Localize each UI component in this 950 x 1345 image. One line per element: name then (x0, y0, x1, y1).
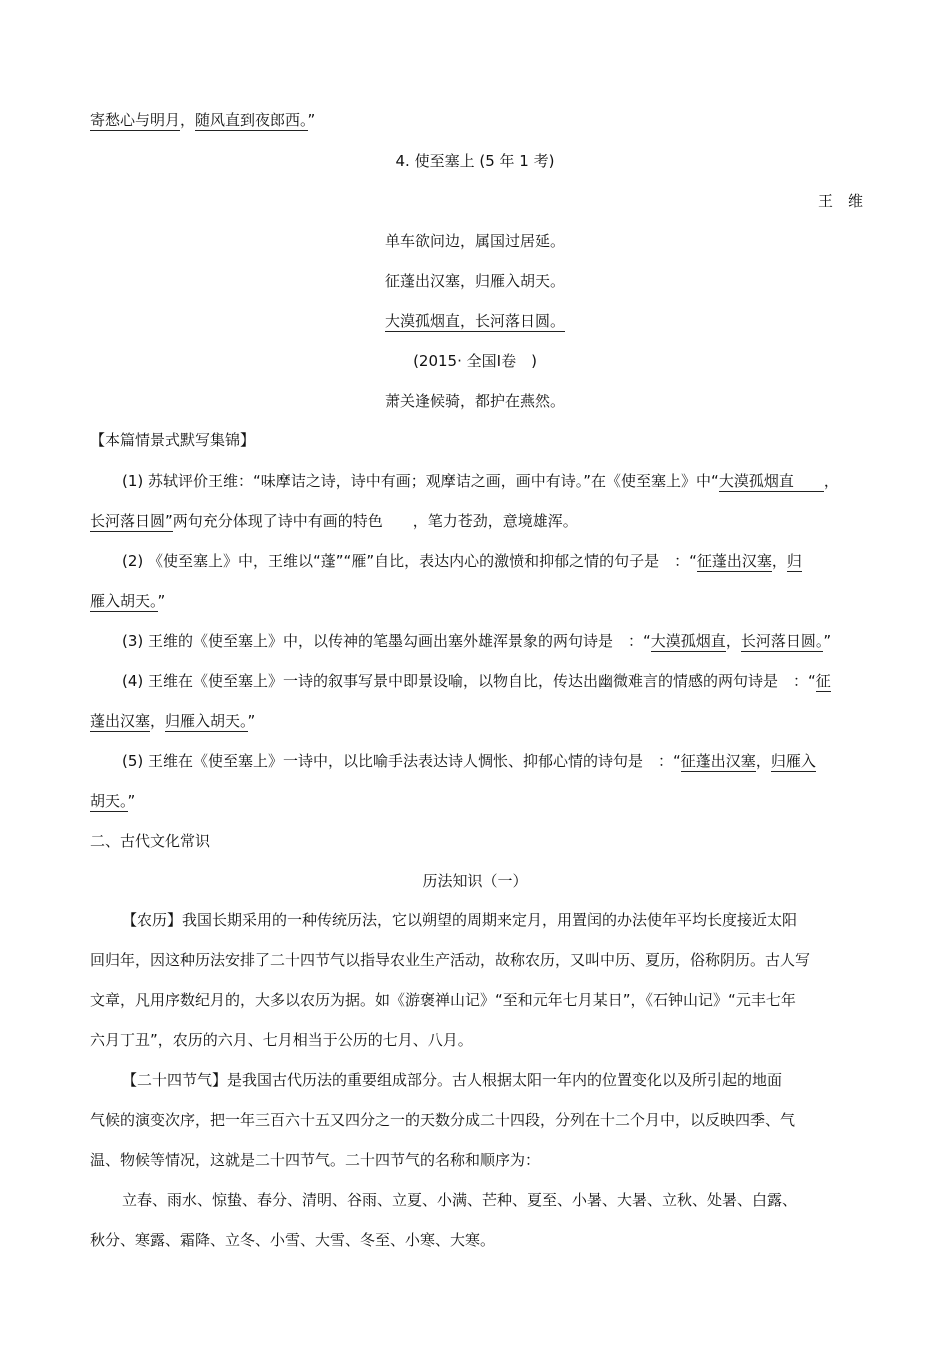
question-2: (2) 《使至塞上》中，王维以“蓬”“雁”自比，表达内心的激愤和抑郁之情的句子是 ：“征蓬出汉塞，归 (122, 552, 802, 570)
solar-terms-line: 立春、雨水、惊蛰、春分、清明、谷雨、立夏、小满、芒种、夏至、小暑、大暑、立秋、处暑、白露、 (122, 1191, 798, 1209)
paragraph-line: 六月丁丑”，农历的六月、七月相当于公历的七月、八月。 (90, 1031, 473, 1049)
answer-blank: 长河落日圆” (90, 512, 173, 530)
answer-blank: 大漠孤烟直 (718, 472, 824, 490)
poem-line: 单车欲问边，属国过居延。 (384, 232, 565, 250)
paragraph-line: 温、物候等情况，这就是二十四节气。二十四节气的名称和顺序为： (90, 1151, 541, 1169)
answer-blank: 归 (786, 552, 802, 570)
poem-source: (2015· 全国Ⅰ卷 ) (413, 352, 537, 370)
question-5: (5) 王维在《使至塞上》一诗中，以比喻手法表达诗人惆怅、抑郁心情的诗句是 ：“征蓬出汉塞，归雁入 (122, 752, 816, 770)
poem-line: 大漠孤烟直，长河落日圆。 (384, 312, 565, 330)
question-2-cont: 雁入胡天。” (90, 592, 166, 610)
paragraph-line: 回归年，因这种历法安排了二十四节气以指导农业生产活动，故称农历，又叫中历、夏历，俗称阴历。古人写 (90, 951, 811, 969)
poem-line: 萧关逢候骑，都护在燕然。 (384, 392, 565, 410)
poem-heading: 4. 使至塞上 (5 年 1 考) (395, 152, 555, 170)
solar-terms-line: 秋分、寒露、霜降、立冬、小雪、大雪、冬至、小寒、大寒。 (90, 1231, 496, 1249)
answer-blank: 征蓬出汉塞 (696, 552, 772, 570)
answer-blank: 寄愁心与明月 (90, 111, 181, 129)
poem-author: 王 维 (818, 192, 864, 210)
poem-line: 征蓬出汉塞，归雁入胡天。 (384, 272, 565, 290)
answer-blank: 雁入胡天。 (90, 592, 158, 610)
paragraph-line: 文章，凡用序数纪月的，大多以农历为据。如《游褒禅山记》“至和元年七月某日”，《石钟山记》“元丰七年 (90, 991, 796, 1009)
calendar-title: 历法知识（一） (422, 872, 528, 890)
paragraph-line: 【二十四节气】是我国古代历法的重要组成部分。古人根据太阳一年内的位置变化以及所引起的地面 (122, 1071, 783, 1089)
answer-blank: 征蓬出汉塞 (680, 752, 756, 770)
answer-blank: 胡天。 (90, 792, 128, 810)
section-heading: 【本篇情景式默写集锦】 (90, 431, 256, 449)
answer-blank: 归雁入 (770, 752, 816, 770)
question-1: (1) 苏轼评价王维：“味摩诘之诗，诗中有画；观摩诘之画，画中有诗。”在《使至塞上》中“大漠孤烟直 ， (122, 472, 839, 490)
paragraph-line: 【农历】我国长期采用的一种传统历法，它以朔望的周期来定月，用置闰的办法使年平均长度接近太阳 (122, 911, 798, 929)
question-4: (4) 王维在《使至塞上》一诗的叙事写景中即景设喻，以物自比，传达出幽微难言的情感的两句诗是 ：“征 (122, 672, 831, 690)
section-two-heading: 二、古代文化常识 (90, 832, 211, 850)
question-3: (3) 王维的《使至塞上》中，以传神的笔墨勾画出塞外雄浑景象的两句诗是 ：“大漠孤烟直，长河落日圆。” (122, 632, 832, 650)
answer-blank: 征 (815, 672, 831, 690)
question-1-cont: 长河落日圆”两句充分体现了诗中有画的特色 ，笔力苍劲，意境雄浑。 (90, 512, 578, 530)
question-5-cont: 胡天。” (90, 792, 136, 810)
answer-blank: 大漠孤烟直 (650, 632, 726, 650)
question-4-cont: 蓬出汉塞，归雁入胡天。” (90, 712, 256, 730)
answer-blank: 长河落日圆。 (740, 632, 824, 650)
answer-blank: 随风直到夜郎西。 (195, 111, 308, 129)
answer-blank: 归雁入胡天。 (165, 712, 248, 730)
answer-blank: 蓬出汉塞 (90, 712, 151, 730)
paragraph-line: 气候的演变次序，把一年三百六十五又四分之一的天数分成二十四段，分列在十二个月中，以反映四季、气 (90, 1111, 796, 1129)
top-line: 寄愁心与明月，随风直到夜郎西。” (90, 111, 316, 129)
